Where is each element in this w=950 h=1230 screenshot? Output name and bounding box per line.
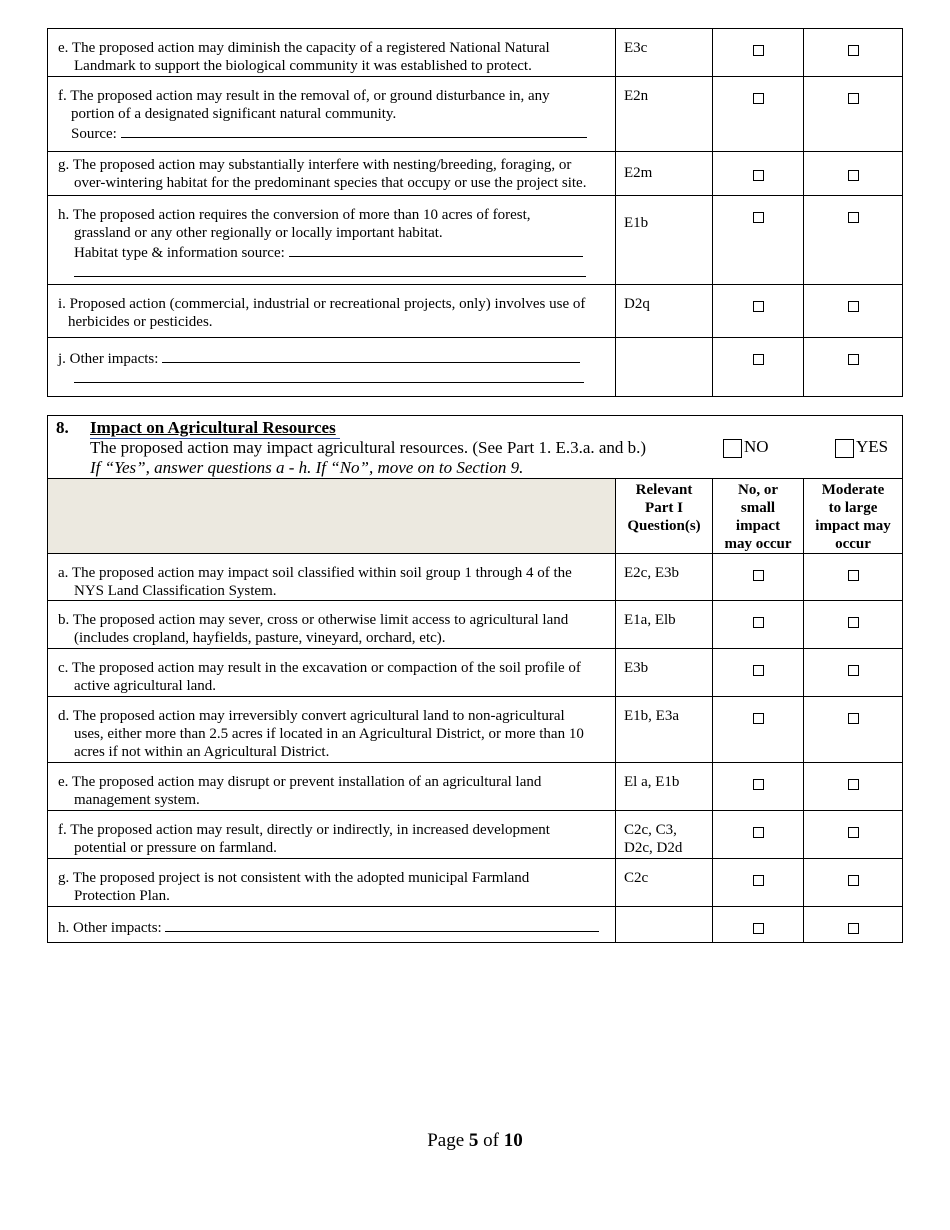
small-impact-checkbox[interactable] [753, 45, 764, 56]
small-impact-checkbox[interactable] [753, 713, 764, 724]
large-impact-checkbox[interactable] [848, 212, 859, 223]
small-impact-checkbox[interactable] [753, 665, 764, 676]
large-impact-checkbox[interactable] [848, 665, 859, 676]
small-impact-checkbox[interactable] [753, 212, 764, 223]
large-impact-checkbox[interactable] [848, 93, 859, 104]
table-row: g. The proposed project is not consistent with the adopted municipal Farmland Protection Plan. C2c [48, 859, 903, 907]
yes-option[interactable]: YES [835, 436, 888, 458]
table-row: g. The proposed action may substantially interfere with nesting/breeding, foraging, or over-wintering habitat for the predominant species that occupy or use the project site. E2m [48, 152, 903, 196]
small-impact-checkbox[interactable] [753, 170, 764, 181]
large-impact-checkbox[interactable] [848, 354, 859, 365]
other-impacts-input[interactable] [162, 348, 580, 363]
small-impact-checkbox[interactable] [753, 617, 764, 628]
source-input[interactable] [121, 123, 587, 138]
section-instruction: If “Yes”, answer questions a - h. If “No”, move on to Section 9. [90, 458, 524, 477]
large-impact-checkbox[interactable] [848, 875, 859, 886]
large-impact-checkbox[interactable] [848, 779, 859, 790]
large-impact-checkbox[interactable] [848, 170, 859, 181]
section-title: Impact on Agricultural Resources [90, 418, 336, 437]
large-impact-checkbox[interactable] [848, 45, 859, 56]
large-impact-checkbox[interactable] [848, 923, 859, 934]
other-impacts-input-line2[interactable] [74, 368, 584, 383]
table-row: e. The proposed action may diminish the capacity of a registered National Natural Landmark to support the biological community it was established to protect. E3c [48, 29, 903, 77]
table-row: a. The proposed action may impact soil classified within soil group 1 through 4 of the NYS Land Classification System. E2c, E3b [48, 554, 903, 601]
small-impact-checkbox[interactable] [753, 779, 764, 790]
large-impact-checkbox[interactable] [848, 617, 859, 628]
section-statement: The proposed action may impact agricultural resources. (See Part 1. E.3.a. and b.) [90, 438, 647, 457]
table-row: f. The proposed action may result in the removal of, or ground disturbance in, any portion of a designated significant natural community. Source: E2n [48, 77, 903, 152]
table-row: j. Other impacts: [48, 338, 903, 397]
section7-table [47, 28, 903, 397]
small-impact-checkbox[interactable] [753, 570, 764, 581]
small-impact-checkbox[interactable] [753, 827, 764, 838]
column-header-row: Relevant Part I Question(s) No, or small impact may occur Moderate to large impact may occur [48, 479, 903, 554]
small-impact-checkbox[interactable] [753, 354, 764, 365]
table-row: h. The proposed action requires the conversion of more than 10 acres of forest, grassland or any other regionally or locally important habitat. Habitat type & information source: E1b [48, 196, 903, 285]
yes-checkbox[interactable] [835, 439, 854, 458]
small-impact-checkbox[interactable] [753, 875, 764, 886]
table-row: b. The proposed action may sever, cross or otherwise limit access to agricultural land (includes cropland, hayfields, pasture, vineyard, orchard, etc). E1a, Elb [48, 601, 903, 649]
section8-table [47, 415, 903, 943]
small-impact-checkbox[interactable] [753, 923, 764, 934]
page-number: Page 5 of 10 [427, 1130, 523, 1151]
habitat-input[interactable] [289, 242, 583, 257]
table-row: i. Proposed action (commercial, industrial or recreational projects, only) involves use of herbicides or pesticides. D2q [48, 285, 903, 338]
table-row: c. The proposed action may result in the excavation or compaction of the soil profile of active agricultural land. E3b [48, 649, 903, 697]
table-row: e. The proposed action may disrupt or prevent installation of an agricultural land management system. El a, E1b [48, 763, 903, 811]
large-impact-checkbox[interactable] [848, 713, 859, 724]
small-impact-checkbox[interactable] [753, 301, 764, 312]
no-option[interactable]: NO [723, 436, 769, 458]
table-row: d. The proposed action may irreversibly convert agricultural land to non-agricultural uses, either more than 2.5 acres if located in an Agricultural District, or more than 10 acres if not within an Agricultural District. E1b, E3a [48, 697, 903, 763]
large-impact-checkbox[interactable] [848, 827, 859, 838]
habitat-input-line2[interactable] [74, 262, 586, 277]
other-impacts-input[interactable] [165, 917, 599, 932]
large-impact-checkbox[interactable] [848, 301, 859, 312]
table-row: f. The proposed action may result, directly or indirectly, in increased development potential or pressure on farmland. C2c, C3, D2c, D2d [48, 811, 903, 859]
table-row: h. Other impacts: [48, 907, 903, 943]
no-checkbox[interactable] [723, 439, 742, 458]
small-impact-checkbox[interactable] [753, 93, 764, 104]
large-impact-checkbox[interactable] [848, 570, 859, 581]
section-header [48, 416, 903, 479]
section-number: 8. [56, 418, 69, 437]
